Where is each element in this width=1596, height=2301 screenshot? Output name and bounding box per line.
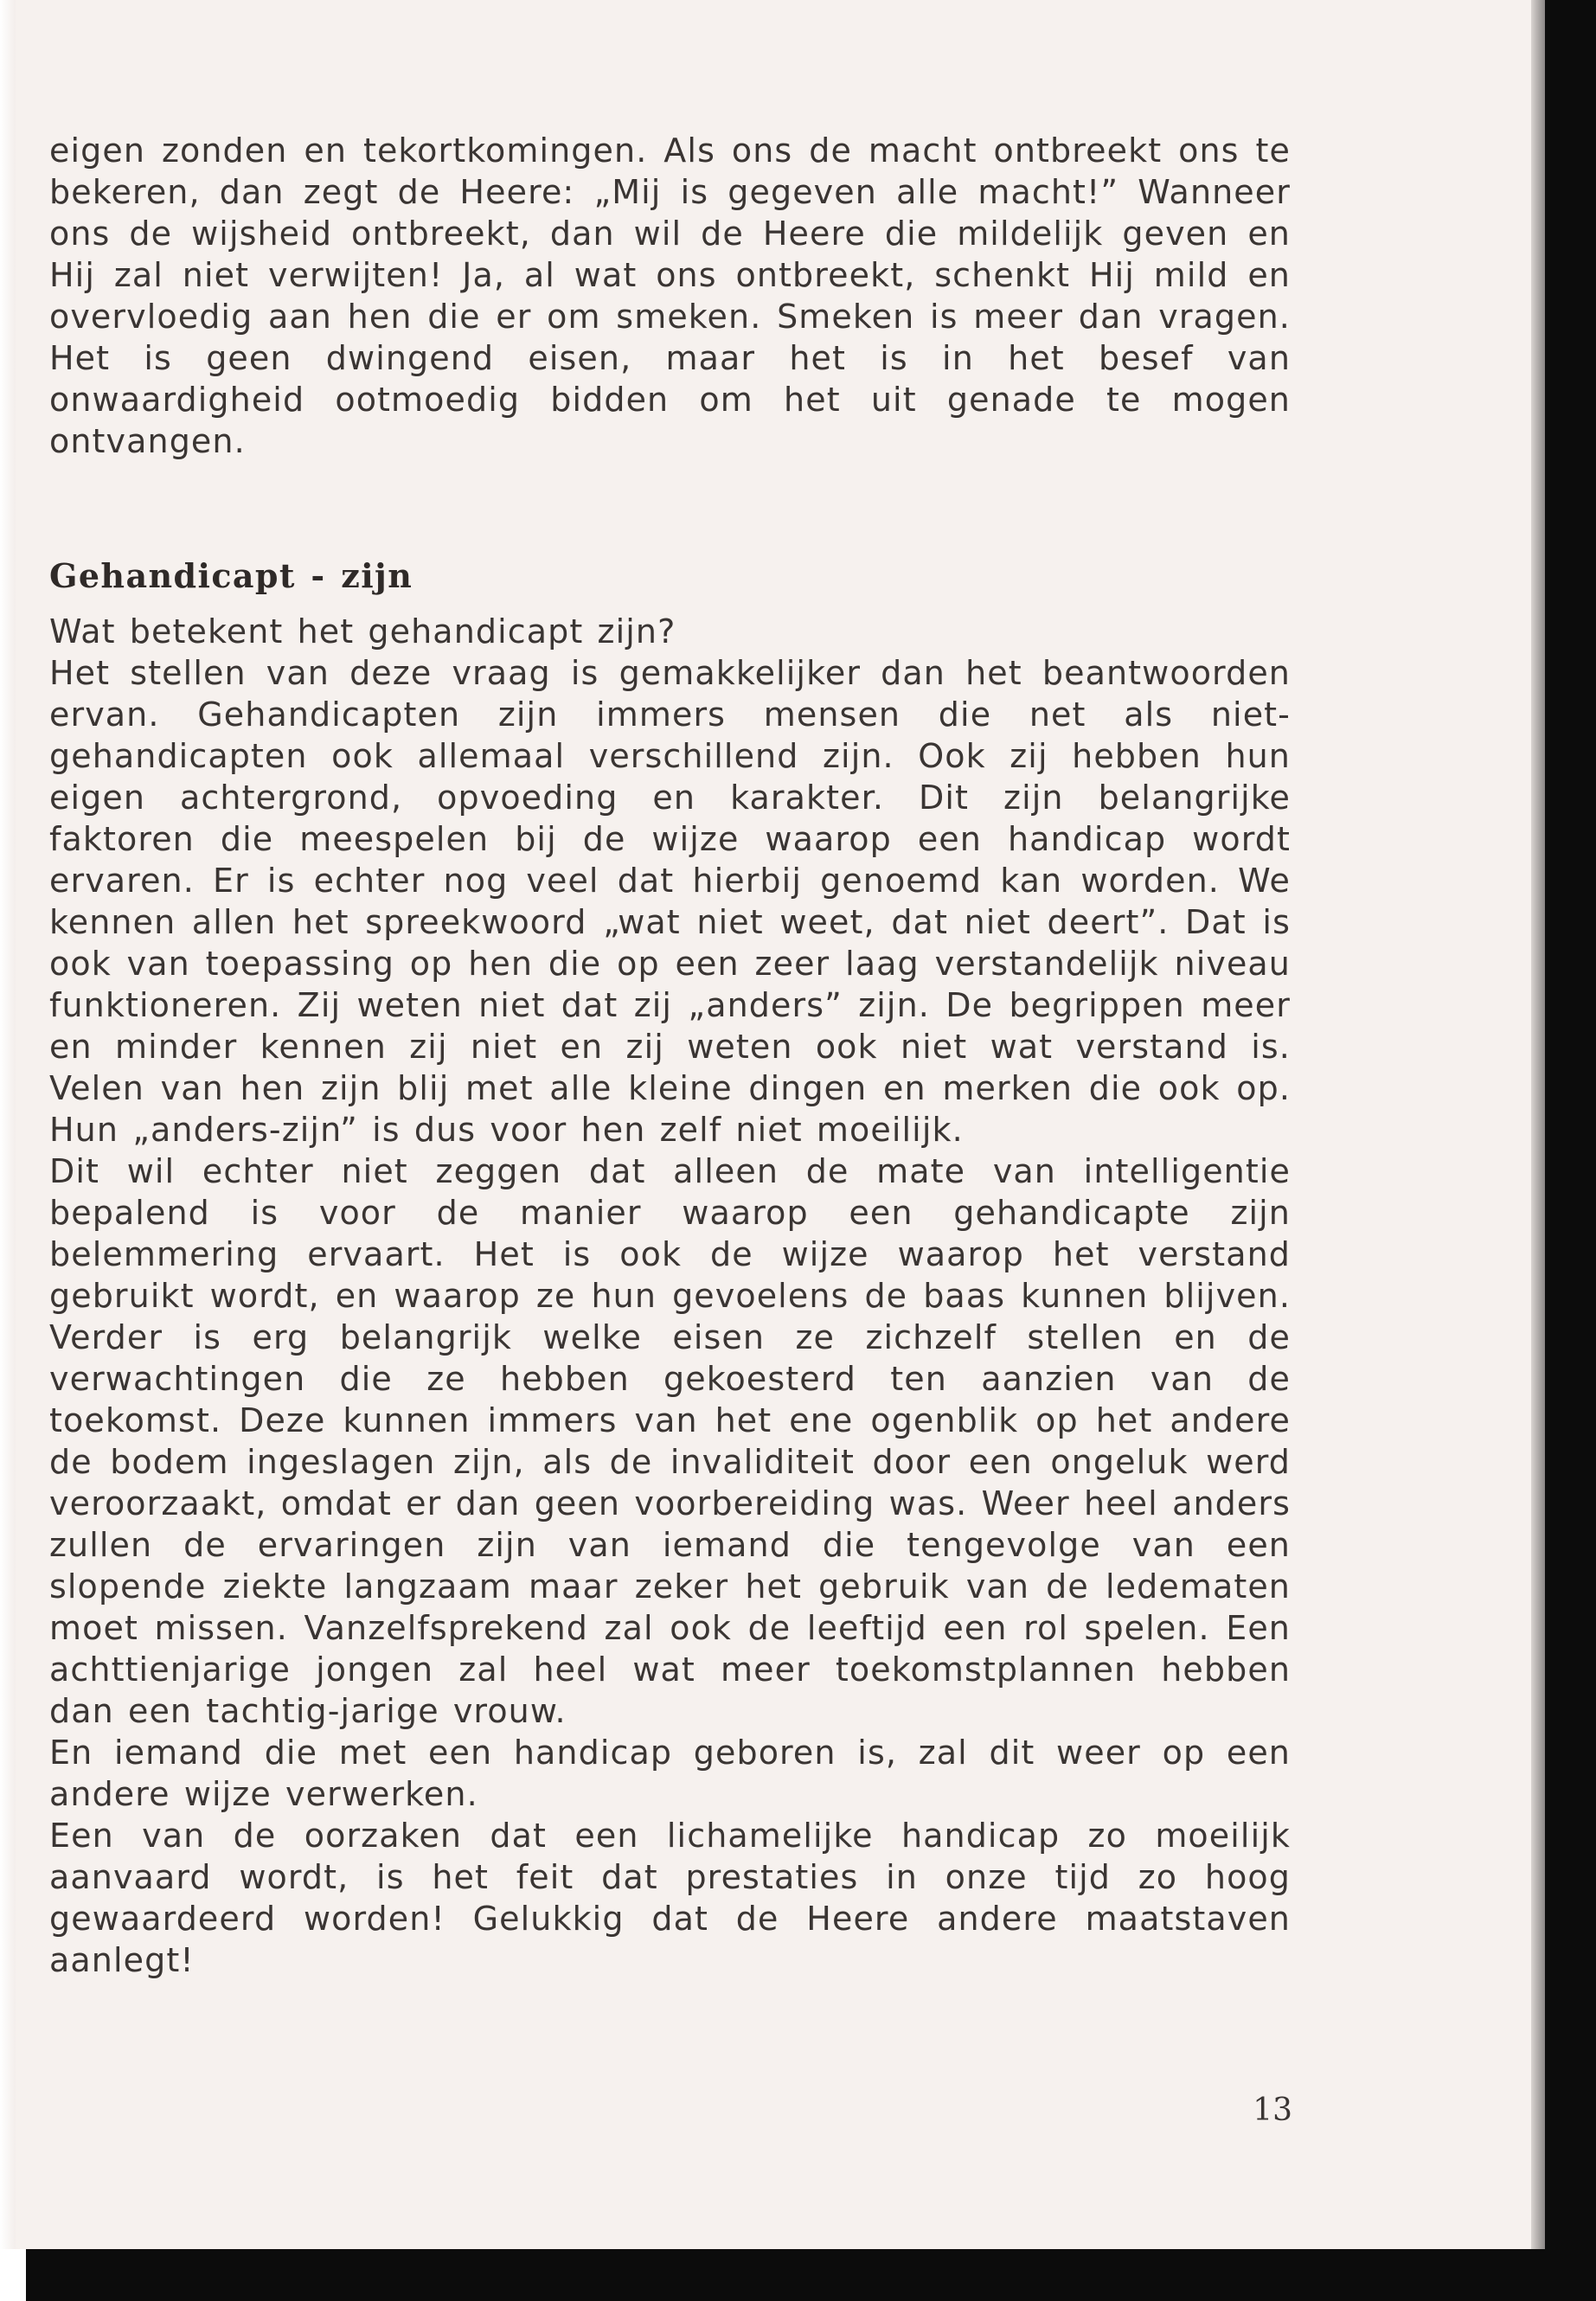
intro-paragraph: eigen zonden en tekortkomingen. Als ons de macht ontbreekt ons te bekeren, dan zegt de Heere: „Mij is gegeven alle macht!” Wanneer ons de wijsheid ontbreekt, dan wil de Heere die mildelijk geven en Hij zal niet verwijten! Ja, al wat ons ontbreekt, schenkt Hij mild en overvloedig aan hen die er om smeken. Smeken is meer dan vragen. Het is geen dwingend eisen, maar het is in het besef van onwaardigheid ootmoedig bidden om het uit genade te mogen ontvangen. bbox=[49, 131, 1291, 460]
scan-left-margin bbox=[0, 0, 16, 2301]
section-paragraph-1: Het stellen van deze vraag is gemakkelijker dan het beantwoorden ervan. Gehandicapten zijn immers mensen die net als niet-gehandicapten ook allemaal verschillend zijn. Ook zij hebben hun eigen achtergrond, opvoeding en karakter. Dit zijn belangrijke faktoren die meespelen bij de wijze waarop een handicap wordt ervaren. Er is echter nog veel dat hierbij genoemd kan worden. We kennen allen het spreekwoord „wat niet weet, dat niet deert”. Dat is ook van toepassing op hen die op een zeer laag verstandelijk niveau funktioneren. Zij weten niet dat zij „anders” zijn. De begrippen meer en minder kennen zij niet en zij weten ook niet wat verstand is. Velen van hen zijn blij met alle kleine dingen en merken die ook op. Hun „anders-zijn” is dus voor hen zelf niet moeilijk. bbox=[49, 654, 1291, 1149]
section-paragraph-2: Dit wil echter niet zeggen dat alleen de mate van intelligentie bepalend is voor de manier waarop een gehandicapte zijn belemmering ervaart. Het is ook de wijze waarop het verstand gebruikt wordt, en waarop ze hun gevoelens de baas kunnen blijven. Verder is erg belangrijk welke eisen ze zichzelf stellen en de verwachtingen die ze hebben gekoesterd ten aanzien van de toekomst. Deze kunnen immers van het ene ogenblik op het andere de bodem ingeslagen zijn, als de invaliditeit door een ongeluk werd veroorzaakt, omdat er dan geen voorbereiding was. Weer heel anders zullen de ervaringen zijn van iemand die tengevolge van een slopende ziekte langzaam maar zeker het gebruik van de ledematen moet missen. Vanzelfsprekend zal ook de leeftijd een rol spelen. Een achttienjarige jongen zal heel wat meer toekomstplannen hebben dan een tachtig-jarige vrouw. bbox=[49, 1152, 1291, 1730]
section-paragraph-4: Een van de oorzaken dat een lichamelijke handicap zo moeilijk aanvaard wordt, is het feit dat prestaties in onze tijd zo hoog gewaardeerd worden! Gelukkig dat de Heere andere maatstaven aanlegt! bbox=[49, 1817, 1291, 1979]
page-body bbox=[49, 130, 1291, 1981]
section-paragraph-3: En iemand die met een handicap geboren is, zal dit weer op een andere wijze verwerken. bbox=[49, 1734, 1291, 1813]
scan-bottom-border bbox=[0, 2249, 1596, 2301]
scan-bottom-corner bbox=[0, 2249, 26, 2301]
section-heading: Gehandicapt - zijn bbox=[49, 556, 413, 595]
scan-right-shadow bbox=[1531, 0, 1545, 2301]
scan-right-border bbox=[1545, 0, 1596, 2301]
page-number: 13 bbox=[1253, 2093, 1292, 2128]
section-question: Wat betekent het gehandicapt zijn? bbox=[49, 612, 676, 651]
